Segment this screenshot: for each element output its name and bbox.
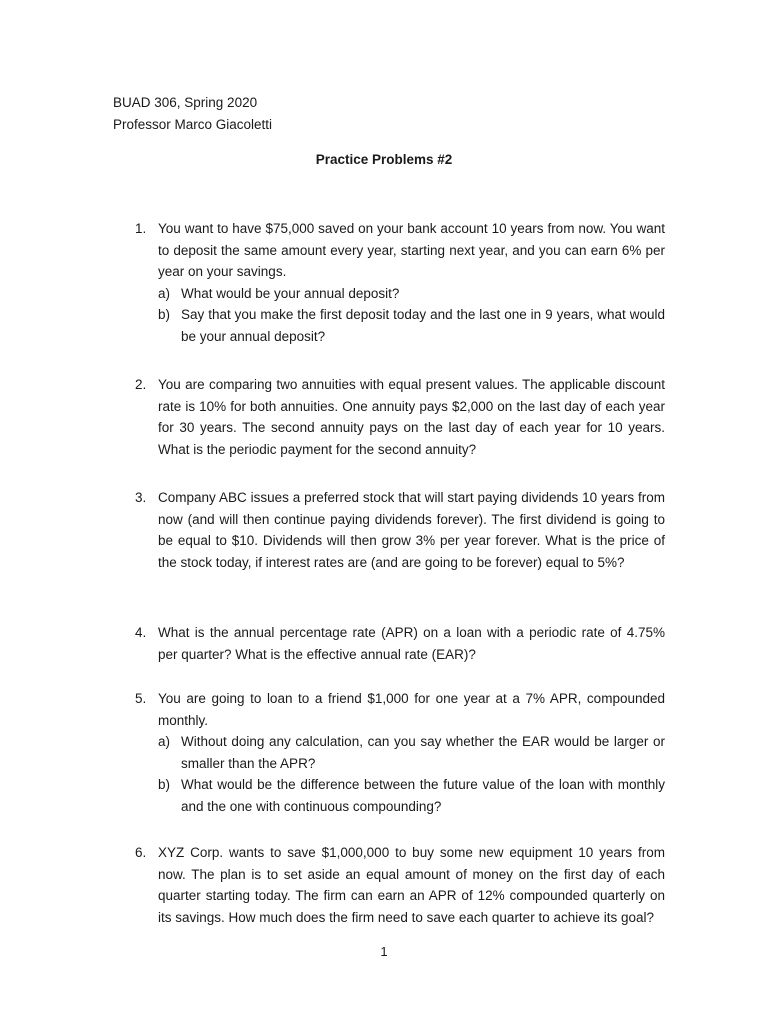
problem-text: You want to have $75,000 saved on your bank account 10 years from now. You want to deposit the same amount every year, starting next year, and you can earn 6% per year on your savings. (158, 221, 665, 280)
sub-text: Say that you make the first deposit today and the last one in 9 years, what would be your annual deposit? (181, 307, 665, 344)
problem-text: You are comparing two annuities with equal present values. The applicable discount rate is 10% for both annuities. One annuity pays $2,000 on the last day of each year for 30 years. The second annuity pays on the last day of each year for 10 years. What is the periodic payment for the second annuity? (158, 377, 665, 457)
problem-number: 2. (135, 377, 147, 392)
problem-2 (113, 374, 665, 460)
sub-question-a (158, 283, 665, 305)
sub-text: What would be your annual deposit? (181, 285, 400, 301)
sub-question-a (158, 731, 665, 774)
sub-label: a) (158, 734, 171, 750)
professor-line: Professor Marco Giacoletti (113, 117, 273, 132)
problem-1 (113, 218, 665, 348)
sub-label: a) (158, 285, 171, 301)
problem-text: You are going to loan to a friend $1,000 for one year at a 7% APR, compounded monthly. (158, 691, 665, 728)
problem-5 (113, 688, 665, 818)
problem-text: What is the annual percentage rate (APR) on a loan with a periodic rate of 4.75% per quarter? What is the effective annual rate (EAR)? (158, 625, 665, 662)
course-line: BUAD 306, Spring 2020 (113, 95, 258, 110)
problem-number: 3. (135, 490, 147, 505)
document-title: Practice Problems #2 (315, 152, 453, 167)
sub-label: b) (158, 777, 171, 793)
problem-number: 1. (135, 221, 147, 236)
sub-text: What would be the difference between the future value of the loan with monthly and the one with continuous compounding? (181, 777, 665, 814)
problem-text: Company ABC issues a preferred stock that will start paying dividends 10 years from now (and will then continue paying dividends forever). The first dividend is going to be equal to $10. Dividends will then grow 3% per year forever. What is the price of the stock today, if interest rates are (and are going to be forever) equal to 5%? (158, 490, 665, 570)
page-number: 1 (380, 944, 388, 959)
problem-number: 5. (135, 691, 147, 706)
problem-text: XYZ Corp. wants to save $1,000,000 to buy some new equipment 10 years from now. The plan is to set aside an equal amount of money on the first day of each quarter starting today. The firm can earn an APR of 12% compounded quarterly on its savings. How much does the firm need to save each quarter to achieve its goal? (158, 845, 665, 925)
sub-question-b (158, 304, 665, 347)
sub-label: b) (158, 307, 171, 323)
sub-text: Without doing any calculation, can you say whether the EAR would be larger or smaller than the APR? (181, 734, 665, 771)
problem-3 (113, 487, 665, 573)
problem-number: 6. (135, 845, 147, 860)
problem-number: 4. (135, 625, 147, 640)
sub-question-b (158, 774, 665, 817)
problem-4 (113, 622, 665, 665)
problem-6 (113, 842, 665, 928)
